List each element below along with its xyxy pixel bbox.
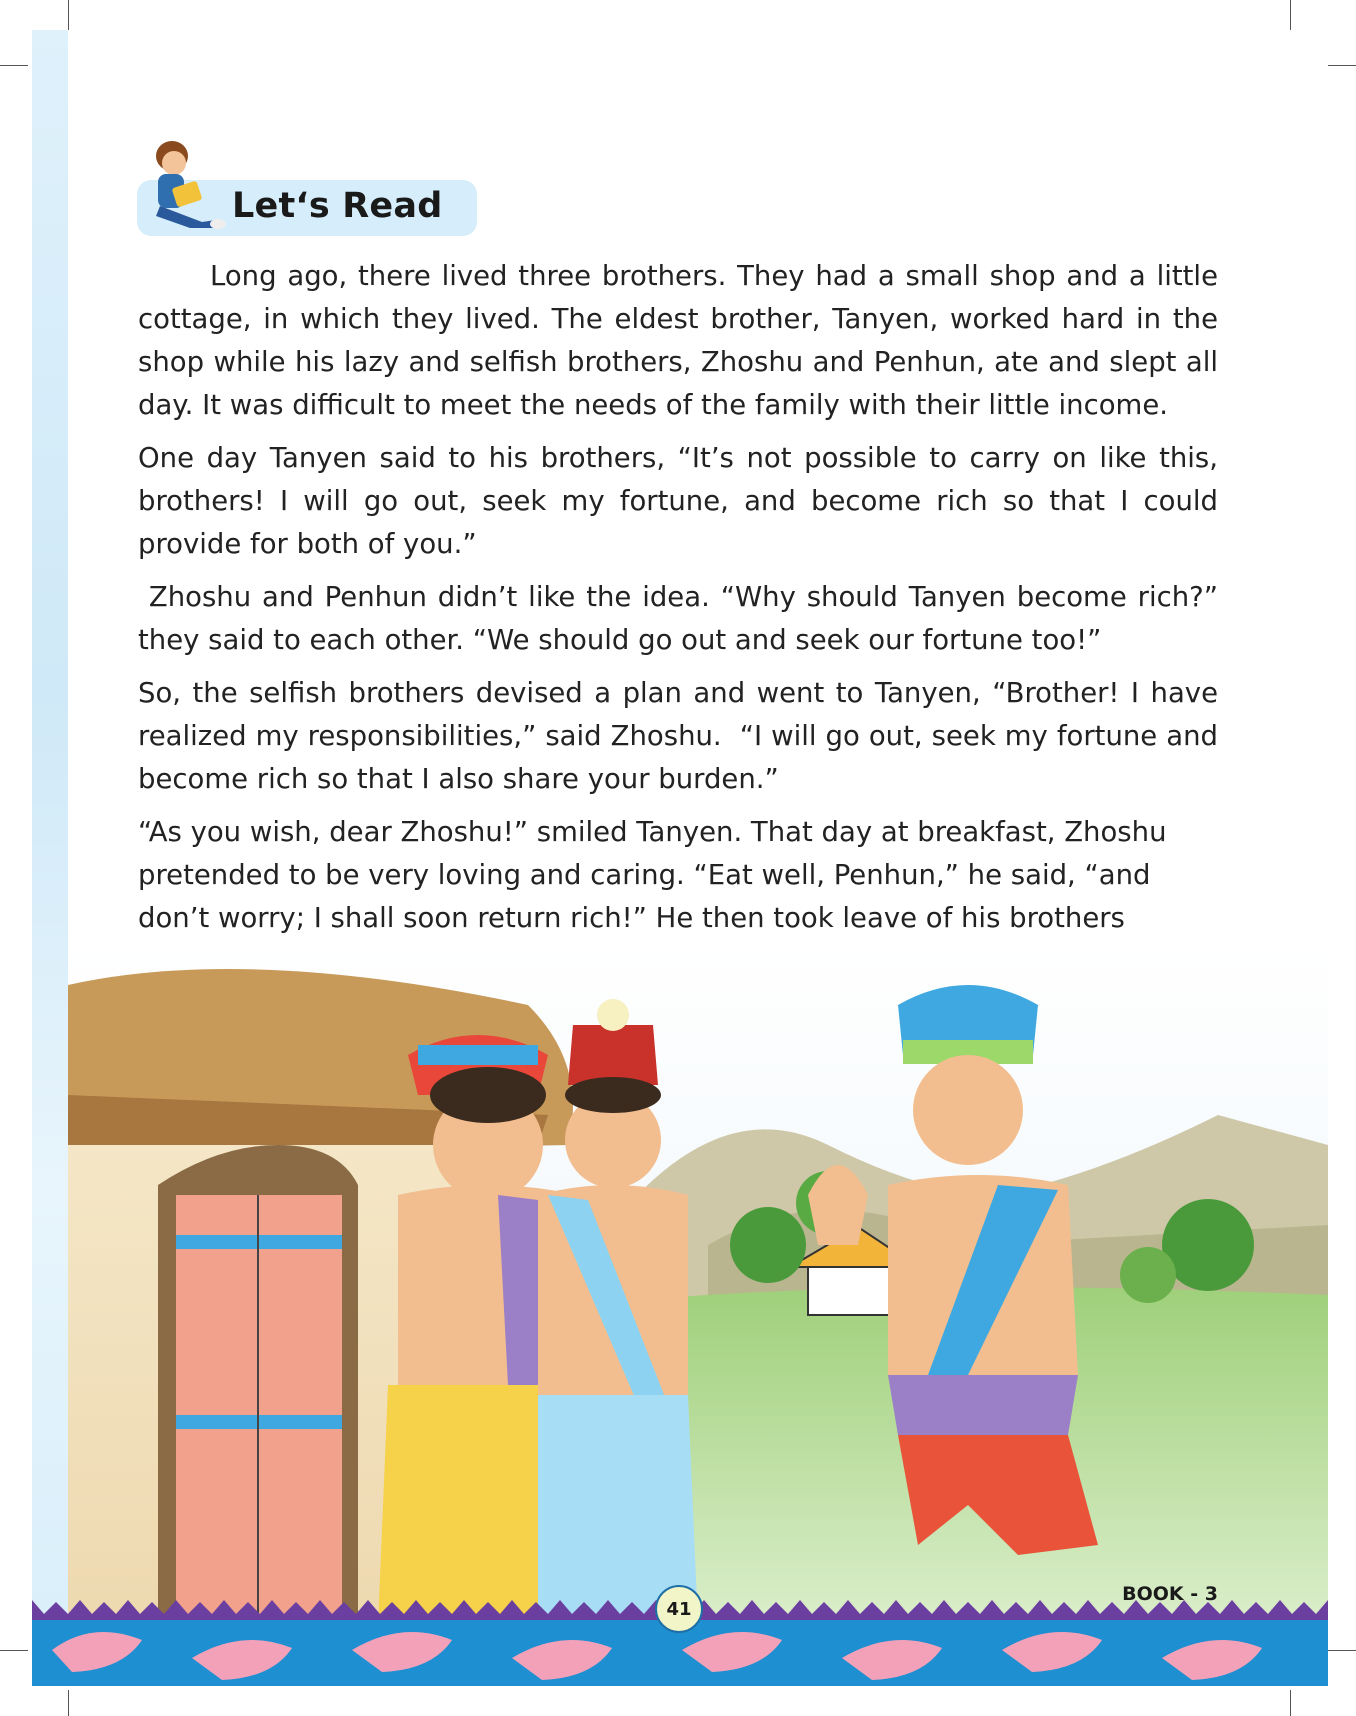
- crop-mark: [0, 65, 28, 66]
- paragraph: Long ago, there lived three brothers. They had a small shop and a little cottage, in which they lived. The eldest brother, Tanyen, worked hard in the shop while his lazy and selfish brothers, Zhoshu and Penhun, ate and slept all day. It was difficult to meet the needs of the family with their little income.: [138, 260, 1218, 421]
- sky-side-strip: [32, 30, 68, 1685]
- story-text: [138, 255, 1227, 950]
- paragraph: “As you wish, dear Zhoshu!” smiled Tanyen. That day at breakfast, Zhoshu pretended to be very loving and caring. “Eat well, Penhun,” he said, “and don’t worry; I shall soon return rich!” He then took leave of his brothers: [138, 816, 1167, 934]
- story-illustration: [68, 945, 1328, 1625]
- paragraph: Zhoshu and Penhun didn’t like the idea. “Why should Tanyen become rich?” they said to each other. “We should go out and seek our fortune too!”: [138, 581, 1227, 656]
- section-title: Let‘s Read: [232, 186, 443, 226]
- crop-mark: [68, 0, 69, 30]
- book-label: BOOK - 3: [1122, 1583, 1218, 1605]
- reading-boy-icon: [132, 136, 232, 236]
- crop-mark: [68, 1690, 69, 1716]
- crop-mark: [1328, 1650, 1356, 1651]
- page-number: 41: [655, 1585, 703, 1633]
- crop-mark: [1290, 0, 1291, 30]
- crop-mark: [0, 1650, 28, 1651]
- paragraph: So, the selfish brothers devised a plan and went to Tanyen, “Brother! I have realized my responsibilities,” said Zhoshu. “I will go out, seek my fortune and become rich so that I also share your burden.”: [138, 677, 1227, 795]
- crop-mark: [1328, 65, 1356, 66]
- crop-mark: [1290, 1690, 1291, 1716]
- paragraph: One day Tanyen said to his brothers, “It’s not possible to carry on like this, brothers! I will go out, seek my fortune, and become rich so that I could provide for both of you.”: [138, 442, 1218, 560]
